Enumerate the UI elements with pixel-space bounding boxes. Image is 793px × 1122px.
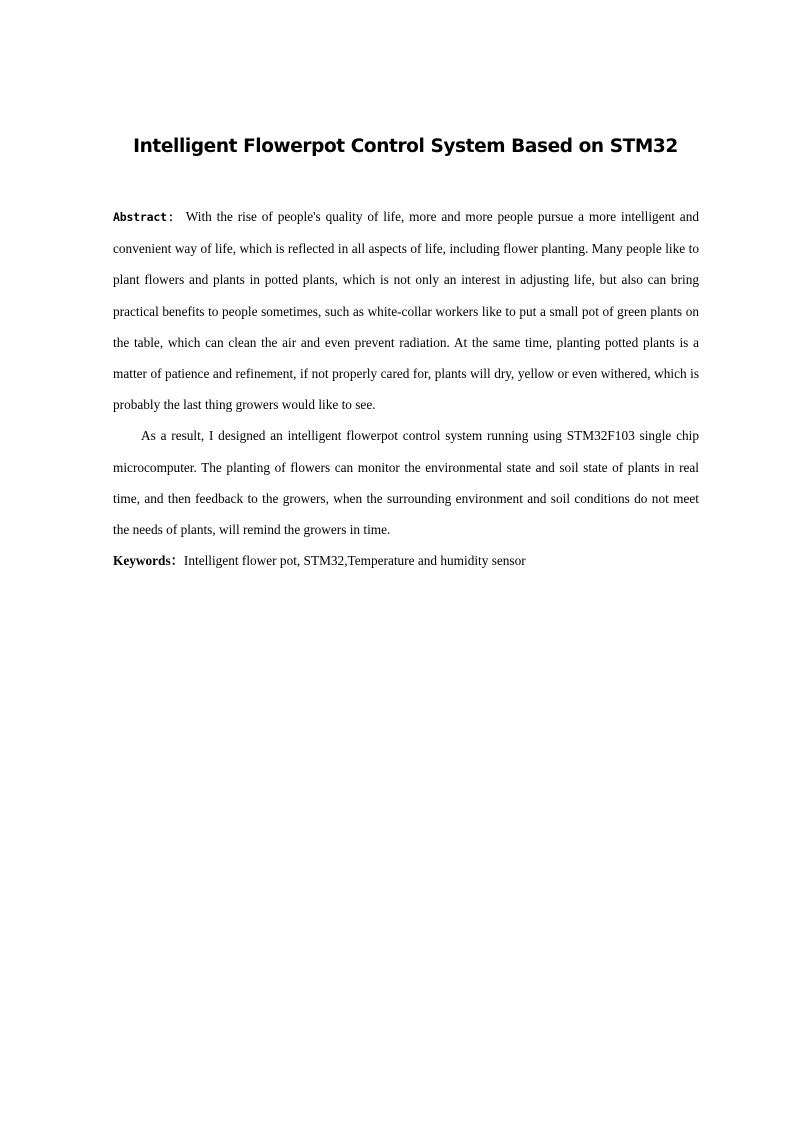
page-title: Intelligent Flowerpot Control System Based on STM32 [133,136,678,157]
keywords-label: Keywords： [113,553,184,569]
keywords-text: Intelligent flower pot, STM32,Temperature and humidity sensor [183,553,526,569]
abstract-paragraph-2 [113,420,699,545]
abstract-paragraph-1 [113,201,699,420]
abstract-text-2: As a result, I designed an intelligent flowerpot control system running using STM32F103 single chip microcomputer. The planting of flowers can monitor the environmental state and soil state of plants in real time, and then feedback to the growers, when the surrounding environment and soil conditions do not meet the needs of plants, will remind the growers in time. [113,428,699,538]
keywords-line [113,545,699,576]
abstract-section [113,201,699,576]
abstract-label: Abstract： [113,210,182,224]
abstract-text-1: With the rise of people's quality of life, more and more people pursue a more intelligent and convenient way of life, which is reflected in all aspects of life, including flower planting. Many people like to plant flowers and plants in potted plants, which is not only an interest in adjusting life, but also can bring practical benefits to people sometimes, such as white-collar workers like to put a small pot of green plants on the table, which can clean the air and even prevent radiation. At the same time, planting potted plants is a matter of patience and refinement, if not properly cared for, plants will dry, yellow or even withered, which is probably the last thing growers would like to see. [113,209,699,413]
